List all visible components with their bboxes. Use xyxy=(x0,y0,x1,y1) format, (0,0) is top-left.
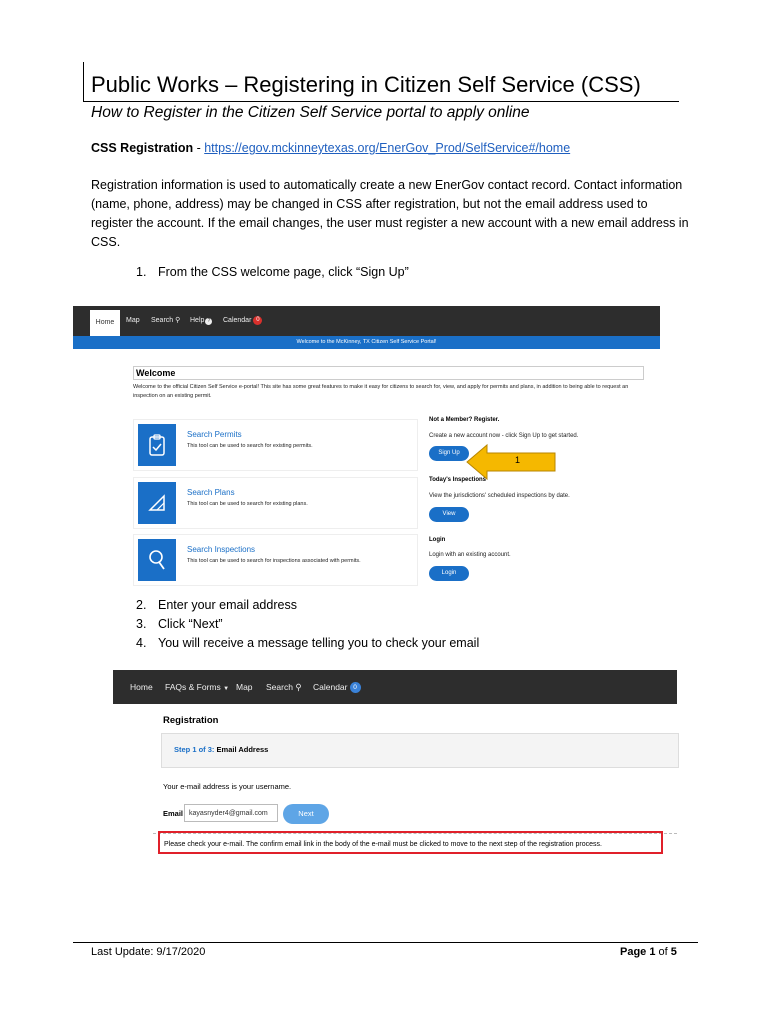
page-mid: of xyxy=(655,946,671,958)
next-button[interactable]: Next xyxy=(283,804,329,824)
registration-heading: Registration xyxy=(163,715,219,726)
tile-search-inspections[interactable] xyxy=(133,534,418,586)
title-left-rule xyxy=(83,62,84,102)
email-label: Email xyxy=(163,809,184,818)
s2-nav-calendar-label: Calendar xyxy=(313,682,348,692)
page-current: 1 xyxy=(649,946,656,958)
footer-rule xyxy=(73,942,698,943)
s2-navbar xyxy=(113,670,677,704)
calendar-count-badge: 0 xyxy=(350,682,361,693)
email-field[interactable]: kayasnyder4@gmail.com xyxy=(184,804,278,822)
search-icon: ⚲ xyxy=(175,317,181,324)
css-registration-line xyxy=(91,141,570,155)
s2-nav-map[interactable]: Map xyxy=(236,682,253,692)
s1-nav-help[interactable] xyxy=(190,306,212,336)
s1-nav-search[interactable] xyxy=(151,306,180,336)
s1-nav-search-label: Search xyxy=(151,317,174,324)
s1-navbar xyxy=(73,306,660,336)
triangle-ruler-icon xyxy=(138,482,176,524)
s1-nav-map[interactable]: Map xyxy=(126,317,140,324)
inspections-text: View the jurisdictions' scheduled inspections by date. xyxy=(429,493,570,499)
check-email-message: Please check your e-mail. The confirm email link in the body of the e-mail must be clicked to move to the next step of the registration process. xyxy=(158,831,663,854)
step-number: 3. xyxy=(136,617,147,631)
css-registration-label: CSS Registration xyxy=(91,141,194,155)
s1-nav-help-label: Help xyxy=(190,317,205,324)
s1-welcome-banner: Welcome to the McKinney, TX Citizen Self Service Portal! xyxy=(73,336,660,349)
page-total: 5 xyxy=(670,946,677,958)
last-update: Last Update: 9/17/2020 xyxy=(91,946,206,958)
login-title: Login xyxy=(429,537,446,543)
login-button[interactable]: Login xyxy=(429,566,469,581)
callout-arrow xyxy=(465,443,557,486)
page-prefix: Page xyxy=(620,946,650,958)
step-number: 4. xyxy=(136,636,147,650)
tile-title[interactable]: Search Plans xyxy=(187,488,235,497)
caret-down-icon: ▼ xyxy=(223,686,230,692)
step-name: Email Address xyxy=(216,745,269,754)
step-indicator xyxy=(174,745,268,754)
s2-nav-calendar[interactable] xyxy=(313,670,361,704)
step-item xyxy=(136,598,297,612)
s2-nav-search-label: Search xyxy=(266,682,293,692)
s1-nav-calendar-label: Calendar xyxy=(223,317,252,324)
step-text: From the CSS welcome page, click “Sign Up” xyxy=(158,265,409,279)
tile-description: This tool can be used to search for existing permits. xyxy=(187,443,313,449)
tile-title[interactable]: Search Permits xyxy=(187,430,242,439)
s2-nav-faqs[interactable] xyxy=(165,670,229,704)
welcome-page-screenshot xyxy=(73,303,660,595)
inspections-title: Today's Inspections xyxy=(429,477,486,483)
tile-search-plans[interactable] xyxy=(133,477,418,529)
s1-nav-calendar[interactable] xyxy=(223,306,262,336)
s2-nav-home[interactable]: Home xyxy=(130,682,153,692)
step-text: Enter your email address xyxy=(158,598,297,612)
css-registration-separator: - xyxy=(193,141,205,155)
register-title: Not a Member? Register. xyxy=(429,417,500,423)
document-title: Public Works – Registering in Citizen Self Service (CSS) xyxy=(91,72,641,97)
view-button[interactable]: View xyxy=(429,507,469,522)
step-number: 1. xyxy=(136,265,147,279)
title-bottom-rule xyxy=(83,101,679,102)
step-text: Click “Next” xyxy=(158,617,223,631)
magnifier-icon xyxy=(138,539,176,581)
registration-screenshot xyxy=(113,670,677,860)
username-note: Your e-mail address is your username. xyxy=(163,782,292,791)
login-text: Login with an existing account. xyxy=(429,552,511,558)
search-icon: ⚲ xyxy=(295,682,302,692)
tile-description: This tool can be used to search for inspections associated with permits. xyxy=(187,558,361,564)
document-subtitle: How to Register in the Citizen Self Service portal to apply online xyxy=(91,104,530,121)
step-number: 2. xyxy=(136,598,147,612)
s1-welcome-heading: Welcome xyxy=(133,366,644,380)
step-item xyxy=(136,617,223,631)
step-item xyxy=(136,265,409,279)
step-panel xyxy=(161,733,679,768)
s1-nav-home[interactable]: Home xyxy=(90,310,120,336)
css-registration-link[interactable]: https://egov.mckinneytexas.org/EnerGov_Prod/SelfService#/home xyxy=(204,141,571,155)
step-text: You will receive a message telling you to check your email xyxy=(158,636,480,650)
register-text: Create a new account now - click Sign Up to get started. xyxy=(429,433,579,439)
clipboard-icon xyxy=(138,424,176,466)
step-item xyxy=(136,636,479,650)
s2-nav-faqs-label: FAQs & Forms xyxy=(165,682,221,692)
sign-up-button[interactable]: Sign Up xyxy=(429,446,469,461)
tile-title[interactable]: Search Inspections xyxy=(187,545,256,554)
s1-welcome-text: Welcome to the official Citizen Self Service e-portal! This site has some great features to make it easy for citizens to search for, view, and apply for permits and plans, in addition to being able to request an inspection on an existing permit. xyxy=(133,384,629,399)
tile-search-permits[interactable] xyxy=(133,419,418,471)
callout-number: 1 xyxy=(515,455,521,465)
step-prefix: Step 1 of 3: xyxy=(174,745,215,754)
intro-paragraph: Registration information is used to automatically create a new EnerGov contact record. Contact information (name, phone, address) may be changed in CSS after registration, but not the email address used to register the account. If the email changes, the user must register a new account with a new email address in CSS. xyxy=(91,178,689,249)
tile-description: This tool can be used to search for existing plans. xyxy=(187,501,308,507)
calendar-count-badge: 0 xyxy=(253,316,262,325)
help-icon: ? xyxy=(205,318,212,325)
page-number xyxy=(620,946,677,958)
s2-nav-search[interactable] xyxy=(266,670,302,704)
